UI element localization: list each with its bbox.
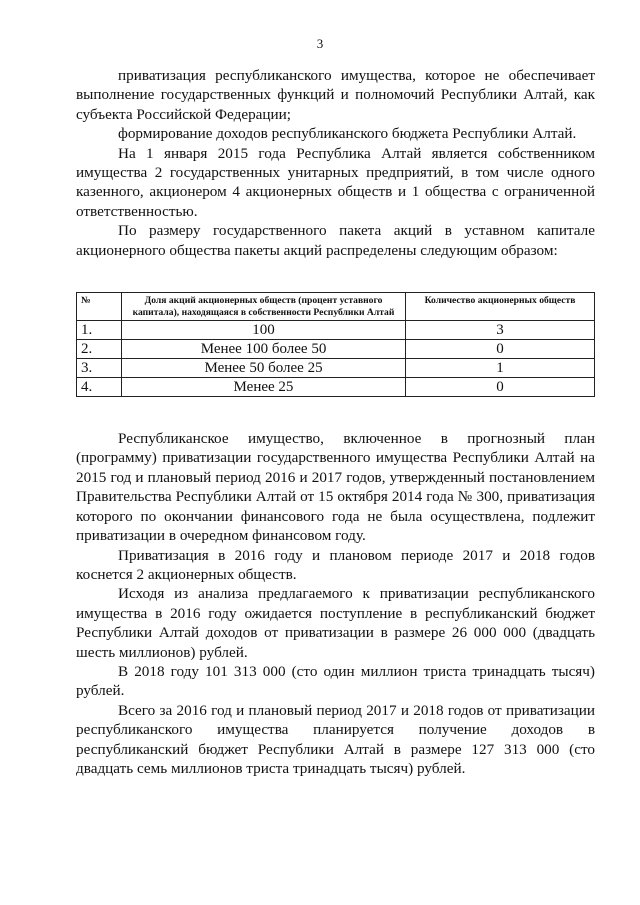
document-body — [76, 66, 595, 778]
table-row — [77, 359, 595, 378]
row-number: 3. — [77, 359, 122, 378]
paragraph-budget-revenue: формирование доходов республиканского бюджета Республики Алтай. — [118, 125, 577, 143]
paragraph-expected-revenue-2016: Исходя из анализа предлагаемого к приватизации республиканского имущества в 2016 году ожидается поступление в республиканский бюджет Республики Алтай доходов от приватизации в размере 26 000 000 (двадцать шесть миллионов) рублей. — [76, 585, 595, 661]
paragraph-share-distribution-intro: По размеру государственного пакета акций в уставном капитале акционерного общества пакеты акций распределены следующим образом: — [76, 222, 595, 259]
row-share: 100 — [122, 321, 406, 340]
share-distribution-table — [76, 292, 595, 397]
row-number: 4. — [77, 378, 122, 397]
row-count: 3 — [406, 321, 595, 340]
paragraph-total-revenue: Всего за 2016 год и плановый период 2017 и 2018 годов от приватизации республиканского имущества планируется получение доходов в республиканский бюджет Республики Алтай в размере 127 313 000 (сто двадцать семь миллионов триста тринадцать тысяч) рублей. — [76, 701, 595, 777]
table-row — [77, 378, 595, 397]
paragraph-forecast-plan: Республиканское имущество, включенное в прогнозный план (программу) приватизации государственного имущества Республики Алтай на 2015 год и плановый период 2016 и 2017 годов, утвержденный постановлением Правительства Республики Алтай от 15 октября 2014 года № 300, приватизация которого по окончании финансового года не была осуществлена, подлежит приватизации в очередном финансовом году. — [76, 430, 595, 545]
row-count: 0 — [406, 378, 595, 397]
row-number: 1. — [77, 321, 122, 340]
row-share: Менее 100 более 50 — [122, 340, 406, 359]
page-number: 3 — [316, 36, 324, 51]
row-count: 0 — [406, 340, 595, 359]
row-share: Менее 25 — [122, 378, 406, 397]
header-count: Количество акционерных обществ — [406, 293, 595, 321]
paragraph-privatization-2016: Приватизация в 2016 году и плановом периоде 2017 и 2018 годов коснется 2 акционерных обществ. — [76, 546, 595, 583]
row-share: Менее 50 более 25 — [122, 359, 406, 378]
table-row — [77, 340, 595, 359]
row-number: 2. — [77, 340, 122, 359]
table-row — [77, 321, 595, 340]
paragraph-property-owner: На 1 января 2015 года Республика Алтай является собственником имущества 2 государственных унитарных предприятий, в том числе одного казенного, акционером 4 акционерных обществ и 1 общества с ограниченной ответственностью. — [76, 144, 595, 220]
header-number: № — [77, 293, 122, 321]
paragraph-privatization-purpose: приватизация республиканского имущества, которое не обеспечивает выполнение государственных функций и полномочий Республики Алтай, как субъекта Российской Федерации; — [76, 67, 595, 123]
table-header-row — [77, 293, 595, 321]
paragraph-revenue-2018: В 2018 году 101 313 000 (сто один миллион триста тринадцать тысяч) рублей. — [76, 662, 595, 700]
header-share: Доля акций акционерных обществ (процент уставного капитала), находящаяся в собственности Республики Алтай — [122, 293, 406, 321]
row-count: 1 — [406, 359, 595, 378]
